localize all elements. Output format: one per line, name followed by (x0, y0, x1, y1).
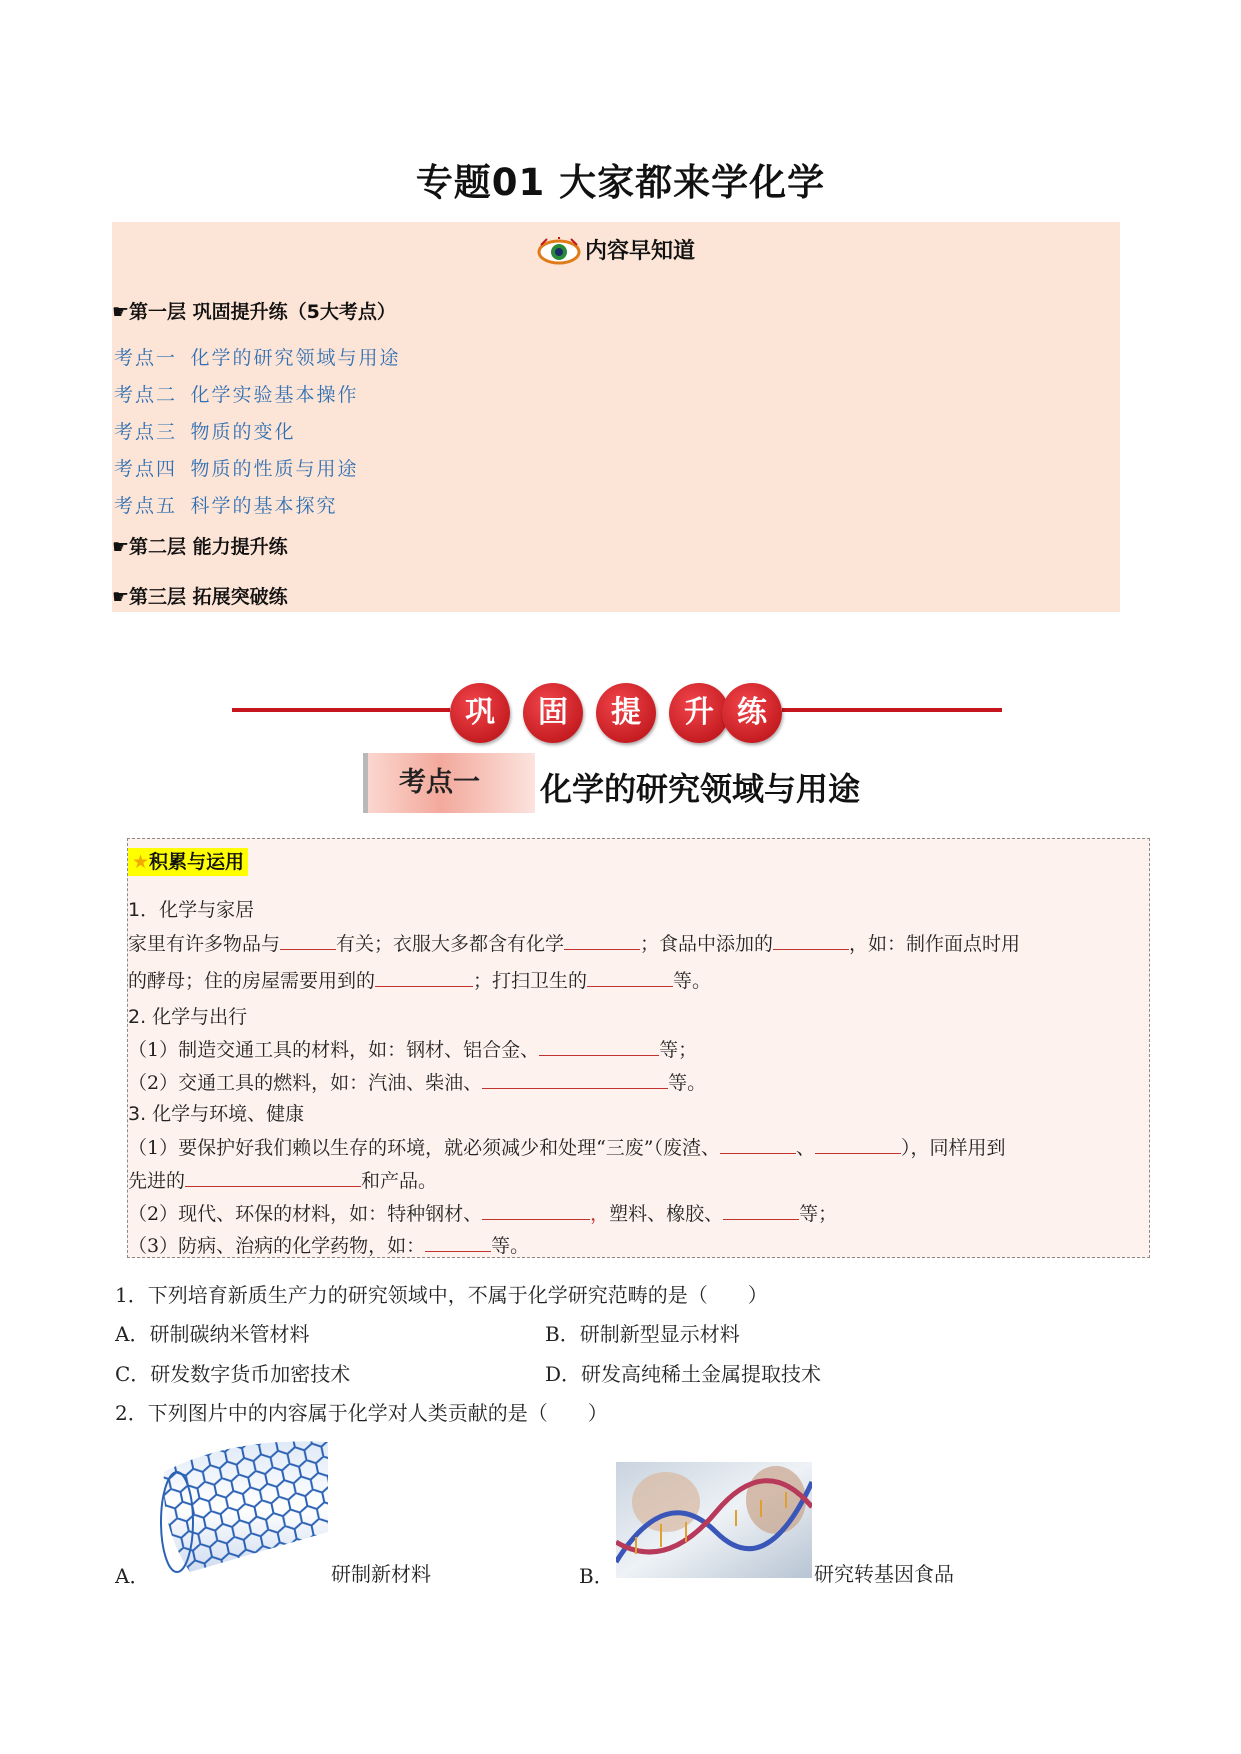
toc-heading (112, 234, 1120, 267)
text: 等； (659, 1039, 698, 1061)
toc-item-3[interactable]: 考点三 物质的变化 (114, 421, 296, 443)
question-1-option-a[interactable]: A．研制碳纳米管材料 (115, 1322, 310, 1346)
section-3-line-1 (128, 1133, 1006, 1160)
carbon-nanotube-image (150, 1432, 328, 1578)
dna-research-image (616, 1462, 812, 1578)
banner-line-right (782, 708, 1002, 712)
fill-blank[interactable] (280, 931, 336, 950)
banner-char-5: 练 (722, 683, 782, 743)
text: ；打扫卫生的 (473, 970, 588, 992)
text: 等。 (673, 970, 712, 992)
section-1-line-1 (128, 929, 1020, 956)
text: 等。 (668, 1072, 707, 1094)
text: （2）交通工具的燃料，如：汽油、柴油、 (128, 1072, 483, 1094)
toc-layer-3[interactable]: ☛第三层 拓展突破练 (112, 586, 288, 608)
toc-item-4[interactable]: 考点四 物质的性质与用途 (114, 458, 359, 480)
section-banner (232, 681, 1002, 751)
toc-heading-label: 内容早知道 (584, 239, 695, 264)
toc-panel (112, 222, 1120, 612)
question-2-option-b-letter[interactable]: B． (579, 1564, 614, 1588)
section-3-line-2 (128, 1166, 437, 1193)
page-title: 专题01 大家都来学化学 (415, 161, 826, 204)
toc-item-1[interactable]: 考点一 化学的研究领域与用途 (114, 347, 401, 369)
section-3-heading: 3. 化学与环境、健康 (128, 1103, 305, 1125)
section-2-heading: 2. 化学与出行 (128, 1006, 248, 1028)
text: （1）要保护好我们赖以生存的环境，就必须减少和处理“三废”（废渣、 (128, 1137, 721, 1159)
text: ；食品中添加的 (640, 933, 774, 955)
text: 先进的 (128, 1170, 186, 1192)
banner-char-2: 固 (523, 683, 583, 743)
fill-blank[interactable] (425, 1233, 491, 1252)
section-2-line-2 (128, 1068, 706, 1095)
text: （3）防病、治病的化学药物，如： (128, 1235, 426, 1257)
kaodian-title: 化学的研究领域与用途 (540, 770, 861, 808)
text: 、 (796, 1137, 816, 1159)
section-1-line-2 (128, 966, 711, 993)
section-3-line-4 (128, 1231, 529, 1258)
question-1-option-c[interactable]: C．研发数字货币加密技术 (115, 1362, 351, 1386)
text: 等； (799, 1203, 838, 1225)
text: （2）现代、环保的材料，如：特种钢材、 (128, 1203, 483, 1225)
text: 家里有许多物品与 (128, 933, 281, 955)
fill-blank[interactable] (482, 1070, 668, 1089)
box-tag (128, 848, 248, 876)
fill-blank[interactable] (587, 968, 673, 987)
eye-icon (537, 237, 581, 267)
fill-blank[interactable] (815, 1135, 901, 1154)
star-icon: ★ (132, 851, 150, 873)
question-2-option-b-label: 研究转基因食品 (814, 1562, 954, 1586)
fill-blank[interactable] (720, 1135, 796, 1154)
toc-layer-2[interactable]: ☛第二层 能力提升练 (112, 536, 288, 558)
question-1-option-d[interactable]: D．研发高纯稀土金属提取技术 (545, 1362, 822, 1386)
box-tag-label: 积累与运用 (149, 851, 245, 873)
question-1-stem: 1．下列培育新质生产力的研究领域中，不属于化学研究范畴的是（ ） (115, 1283, 768, 1307)
text: 的酵母；住的房屋需要用到的 (128, 970, 376, 992)
question-1-option-b[interactable]: B．研制新型显示材料 (545, 1322, 740, 1346)
banner-char-1: 巩 (450, 683, 510, 743)
question-2-stem: 2．下列图片中的内容属于化学对人类贡献的是（ ） (115, 1401, 608, 1425)
text: ），同样用到 (901, 1137, 1006, 1159)
text: 等。 (491, 1235, 530, 1257)
section-2-line-1 (128, 1035, 697, 1062)
fill-blank[interactable] (185, 1168, 361, 1187)
fill-blank[interactable] (564, 931, 640, 950)
banner-char-4: 升 (669, 683, 729, 743)
text: （1）制造交通工具的材料，如：钢材、铝合金、 (128, 1039, 540, 1061)
text: 有关；衣服大多都含有化学 (336, 933, 565, 955)
banner-char-3: 提 (596, 683, 656, 743)
text: ，如：制作面点时用 (849, 933, 1021, 955)
section-3-line-3 (128, 1199, 837, 1226)
fill-blank[interactable] (375, 968, 473, 987)
question-2-option-a-label: 研制新材料 (331, 1562, 431, 1586)
toc-item-5[interactable]: 考点五 科学的基本探究 (114, 495, 338, 517)
banner-line-left (232, 708, 450, 712)
section-1-heading: 1．化学与家居 (128, 899, 255, 921)
fill-blank[interactable] (539, 1037, 659, 1056)
question-2-option-a-letter[interactable]: A． (115, 1564, 150, 1588)
text: ， (590, 1203, 610, 1225)
text: 和产品。 (361, 1170, 438, 1192)
toc-item-2[interactable]: 考点二 化学实验基本操作 (114, 384, 359, 406)
fill-blank[interactable] (723, 1201, 799, 1220)
toc-layer-1[interactable]: ☛第一层 巩固提升练（5大考点） (112, 301, 396, 323)
text: 塑料、橡胶、 (609, 1203, 724, 1225)
fill-blank[interactable] (482, 1201, 590, 1220)
fill-blank[interactable] (773, 931, 849, 950)
kaodian-tag: 考点一 (363, 753, 535, 813)
